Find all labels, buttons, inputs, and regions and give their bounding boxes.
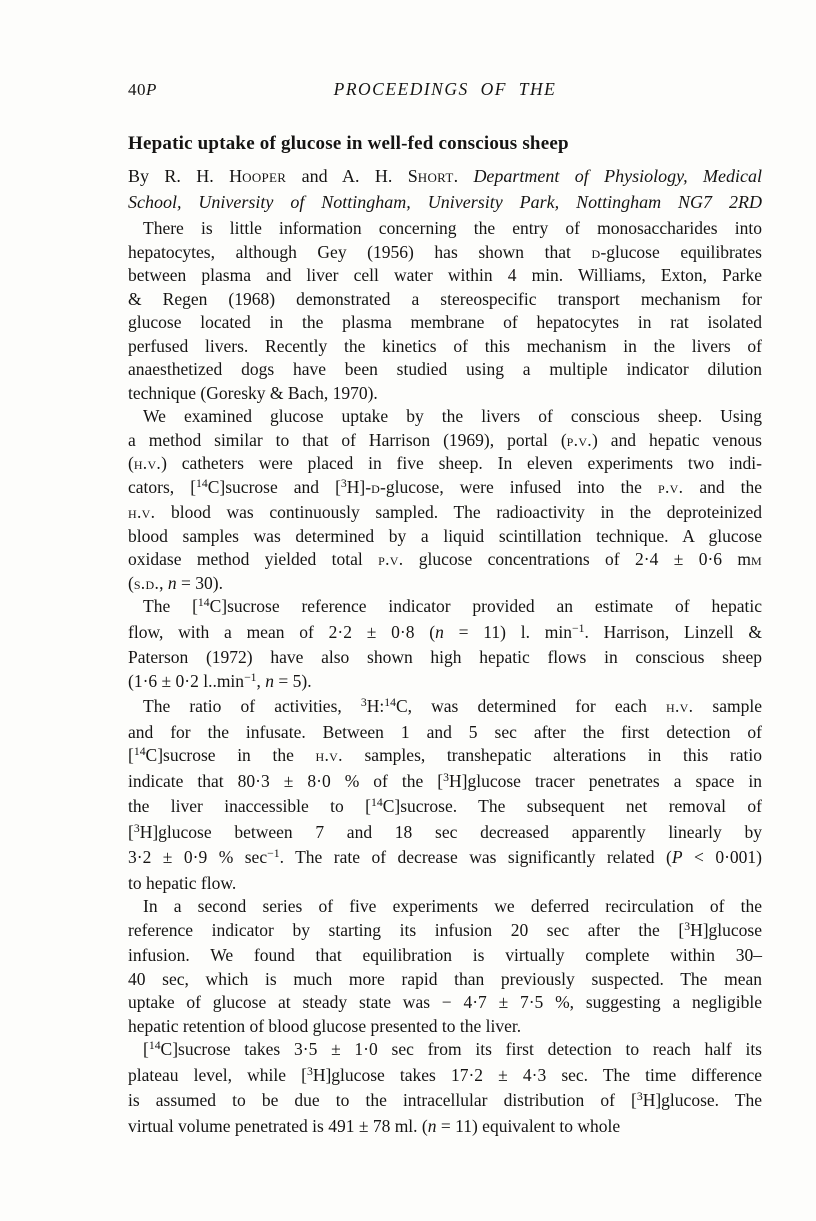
text-line: anaesthetized dogs have been studied using a multiple indicator dilution bbox=[128, 359, 762, 379]
text-line: technique (Goresky & Bach, 1970). bbox=[128, 382, 378, 403]
text-line: There is little information concerning the entry of monosaccharides into bbox=[143, 218, 762, 238]
article-body bbox=[128, 217, 762, 1138]
paragraph bbox=[128, 595, 762, 695]
paragraph bbox=[128, 895, 762, 1038]
text-line: & Regen (1968) demonstrated a stereospecific transport mechanism for bbox=[128, 288, 762, 309]
text-line: blood samples was determined by a liquid scintillation technique. A glucose bbox=[128, 525, 762, 546]
text-column bbox=[128, 78, 762, 1138]
text-line: The [$^{14}$C]sucrose reference indicator provided an estimate of hepatic bbox=[143, 596, 762, 616]
text-line: uptake of glucose at steady state was − 4·7 ± 7·5 %, suggesting a negligible bbox=[128, 992, 762, 1012]
running-head bbox=[128, 78, 762, 101]
text-line: infusion. We found that equilibration is virtually complete within 30– bbox=[128, 945, 762, 965]
text-line: and for the infusate. Between 1 and 5 sec after the first detection of bbox=[128, 721, 762, 742]
text-line: (s.d., n = 30). bbox=[128, 572, 223, 593]
byline-line: By R. H. Hooper and A. H. Short. Department of Physiology, Medical bbox=[128, 166, 762, 186]
text-line: a method similar to that of Harrison (1969), portal (p.v.) and hepatic venous bbox=[128, 429, 762, 450]
text-line: In a second series of five experiments we deferred recirculation of the bbox=[143, 896, 762, 916]
paragraph bbox=[128, 405, 762, 595]
page-number: 40P bbox=[128, 80, 157, 99]
byline-line: School, University of Nottingham, University Park, Nottingham NG7 2RD bbox=[128, 192, 762, 212]
paragraph bbox=[128, 695, 762, 895]
text-line: The ratio of activities, $^3$H:$^{14}$C, was determined for each h.v. sample bbox=[143, 696, 763, 716]
text-line: [$^{14}$C]sucrose takes 3·5 ± 1·0 sec from its first detection to reach half its bbox=[143, 1039, 762, 1059]
text-line: virtual volume penetrated is 491 ± 78 ml. (n = 11) equivalent to whole bbox=[128, 1115, 621, 1136]
text-line: Paterson (1972) have also shown high hepatic flows in conscious sheep bbox=[128, 647, 762, 667]
text-line: hepatic retention of blood glucose presented to the liver. bbox=[128, 1015, 522, 1036]
text-line: 40 sec, which is much more rapid than previously suspected. The mean bbox=[128, 968, 762, 989]
text-line: the liver inaccessible to [$^{14}$C]sucrose. The subsequent net removal of bbox=[128, 796, 763, 816]
text-line: hepatocytes, although Gey (1956) has shown that d-glucose equilibrates bbox=[128, 241, 762, 262]
text-line: to hepatic flow. bbox=[128, 872, 237, 893]
paragraph bbox=[128, 1038, 762, 1138]
text-line: plateau level, while [$^3$H]glucose takes 17·2 ± 4·3 sec. The time difference bbox=[128, 1064, 763, 1085]
text-line: (1·6 ± 0·2 $l..\min^{-1}$, n = 5). bbox=[128, 670, 312, 691]
text-line: [$^{14}$C]sucrose in the h.v. samples, transhepatic alterations in this ratio bbox=[128, 745, 762, 765]
text-line: reference indicator by starting its infusion 20 sec after the [$^3$H]glucose bbox=[128, 919, 762, 940]
article-title: Hepatic uptake of glucose in well-fed conscious sheep bbox=[128, 133, 569, 154]
text-line: We examined glucose uptake by the livers of conscious sheep. Using bbox=[143, 406, 762, 426]
text-line: oxidase method yielded total p.v. glucose concentrations of 2·4 ± 0·6 mm bbox=[128, 549, 762, 569]
text-line: [$^3$H]glucose between 7 and 18 sec decreased apparently linearly by bbox=[128, 821, 762, 842]
text-line: h.v. blood was continuously sampled. The radioactivity in the deproteinized bbox=[128, 502, 762, 522]
text-line: is assumed to be due to the intracellular distribution of [$^3$H]glucose. The bbox=[128, 1090, 762, 1110]
text-line: between plasma and liver cell water within 4 min. Williams, Exton, Parke bbox=[128, 265, 762, 285]
text-line: 3·2 ± 0·9 % $\sec^{-1}$. The rate of decrease was significantly related (P < 0·001) bbox=[128, 847, 762, 867]
paragraph bbox=[128, 217, 762, 405]
text-line: (h.v.) catheters were placed in five sheep. In eleven experiments two indi- bbox=[128, 453, 762, 473]
text-line: perfused livers. Recently the kinetics of this mechanism in the livers of bbox=[128, 335, 762, 356]
text-line: flow, with a mean of 2·2 ± 0·8 (n = 11) l. $\min^{-1}$. Harrison, Linzell & bbox=[128, 621, 762, 642]
text-line: glucose located in the plasma membrane of hepatocytes in rat isolated bbox=[128, 312, 762, 332]
byline bbox=[128, 163, 762, 215]
text-line: indicate that 80·3 ± 8·0 % of the [$^3$H]glucose tracer penetrates a space in bbox=[128, 770, 762, 791]
text-line: cators, [$^{14}$C]sucrose and [$^3$H]-d-glucose, were infused into the p.v. and the bbox=[128, 476, 762, 497]
journal-title: PROCEEDINGS OF THE bbox=[333, 79, 557, 99]
